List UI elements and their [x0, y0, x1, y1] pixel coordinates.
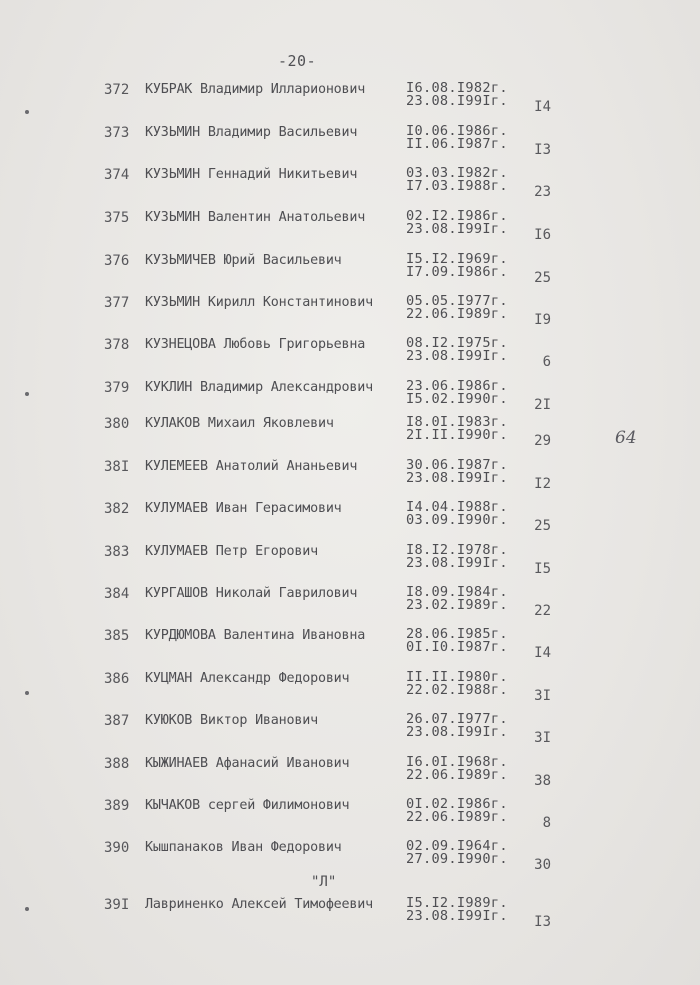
- entry-number: 376: [104, 253, 130, 269]
- end-date: II.06.I987г.: [406, 136, 508, 152]
- service-dates: [406, 798, 508, 824]
- person-name: КУКЛИН Владимир Александрович: [145, 380, 373, 395]
- end-date: I5.02.I990г.: [406, 391, 508, 407]
- table-row: [0, 586, 700, 630]
- service-dates: [406, 628, 508, 654]
- person-name: КУЗЬМИН Владимир Васильевич: [145, 125, 358, 140]
- service-dates: [406, 544, 508, 570]
- start-date: II.II.I980г.: [406, 669, 508, 685]
- entry-number: 385: [104, 628, 130, 644]
- end-date: 27.09.I990г.: [406, 851, 508, 867]
- binding-hole-mark: [25, 392, 29, 396]
- service-dates: [406, 210, 508, 236]
- start-date: I6.0I.I968г.: [406, 754, 508, 770]
- handwritten-margin-note: 64: [615, 428, 637, 448]
- person-name: КУЛУМАЕВ Иван Герасимович: [145, 501, 342, 516]
- table-row: [0, 167, 700, 211]
- service-dates: [406, 253, 508, 279]
- service-dates: [406, 586, 508, 612]
- entry-number: 389: [104, 798, 130, 814]
- service-dates: [406, 295, 508, 321]
- start-date: I5.I2.I989г.: [406, 895, 508, 911]
- table-row: [0, 416, 700, 460]
- start-date: I6.08.I982г.: [406, 80, 508, 96]
- entry-count: I3: [534, 142, 551, 158]
- service-dates: [406, 167, 508, 193]
- service-dates: [406, 897, 508, 923]
- end-date: 0I.I0.I987г.: [406, 639, 508, 655]
- entry-number: 380: [104, 416, 130, 432]
- entry-number: 388: [104, 756, 130, 772]
- end-date: I7.03.I988г.: [406, 178, 508, 194]
- table-row: [0, 628, 700, 672]
- start-date: 02.09.I964г.: [406, 838, 508, 854]
- end-date: 23.08.I99Iг.: [406, 470, 508, 486]
- entry-number: 375: [104, 210, 130, 226]
- entry-number: 383: [104, 544, 130, 560]
- person-name: КУЛАКОВ Михаил Яковлевич: [145, 416, 334, 431]
- page-number: -20-: [278, 52, 317, 70]
- entry-count: I9: [534, 312, 551, 328]
- service-dates: [406, 459, 508, 485]
- entry-count: 25: [534, 270, 551, 286]
- person-name: КУЮКОВ Виктор Иванович: [145, 713, 318, 728]
- service-dates: [406, 380, 508, 406]
- end-date: I7.09.I986г.: [406, 264, 508, 280]
- start-date: I8.I2.I978г.: [406, 542, 508, 558]
- start-date: I8.09.I984г.: [406, 584, 508, 600]
- entry-count: 2I: [534, 397, 551, 413]
- person-name: КУРГАШОВ Николай Гаврилович: [145, 586, 358, 601]
- service-dates: [406, 713, 508, 739]
- end-date: 22.06.I989г.: [406, 767, 508, 783]
- person-name: КУЗНЕЦОВА Любовь Григорьевна: [145, 337, 366, 352]
- entry-count: I6: [534, 227, 551, 243]
- end-date: 23.08.I99Iг.: [406, 221, 508, 237]
- section-letter-heading: "Л": [311, 874, 337, 890]
- start-date: 02.I2.I986г.: [406, 208, 508, 224]
- end-date: 22.06.I989г.: [406, 809, 508, 825]
- start-date: 05.05.I977г.: [406, 293, 508, 309]
- service-dates: [406, 416, 508, 442]
- entry-count: I4: [534, 99, 551, 115]
- entry-count: 6: [542, 354, 551, 370]
- table-row: [0, 544, 700, 588]
- start-date: 0I.02.I986г.: [406, 796, 508, 812]
- person-name: КЫЧАКОВ сергей Филимонович: [145, 798, 350, 813]
- table-row: [0, 210, 700, 254]
- end-date: 2I.II.I990г.: [406, 427, 508, 443]
- entry-number: 38I: [104, 459, 130, 475]
- end-date: 23.02.I989г.: [406, 597, 508, 613]
- entry-number: 386: [104, 671, 130, 687]
- table-row: [0, 798, 700, 842]
- person-name: КУЗЬМИЧЕВ Юрий Васильевич: [145, 253, 342, 268]
- person-name: КУЗЬМИН Кирилл Константинович: [145, 295, 373, 310]
- entry-number: 377: [104, 295, 130, 311]
- entry-count: 3I: [534, 688, 551, 704]
- entry-count: 30: [534, 857, 551, 873]
- end-date: 23.08.I99Iг.: [406, 348, 508, 364]
- binding-hole-mark: [25, 907, 29, 911]
- entry-number: 374: [104, 167, 130, 183]
- end-date: 23.08.I99Iг.: [406, 724, 508, 740]
- person-name: КУБРАК Владимир Илларионович: [145, 82, 366, 97]
- service-dates: [406, 756, 508, 782]
- person-name: Кышпанаков Иван Федорович: [145, 840, 342, 855]
- table-row: [0, 671, 700, 715]
- table-row: [0, 501, 700, 545]
- service-dates: [406, 840, 508, 866]
- service-dates: [406, 671, 508, 697]
- table-row: [0, 253, 700, 297]
- person-name: Лавриненко Алексей Тимофеевич: [145, 897, 373, 912]
- entry-number: 387: [104, 713, 130, 729]
- entry-number: 372: [104, 82, 130, 98]
- entry-number: 373: [104, 125, 130, 141]
- binding-hole-mark: [25, 691, 29, 695]
- end-date: 22.02.I988г.: [406, 682, 508, 698]
- entry-count: 38: [534, 773, 551, 789]
- table-row: [0, 897, 700, 941]
- start-date: 03.03.I982г.: [406, 165, 508, 181]
- entry-count: 25: [534, 518, 551, 534]
- end-date: 23.08.I99Iг.: [406, 93, 508, 109]
- person-name: КУРДЮМОВА Валентина Ивановна: [145, 628, 366, 643]
- end-date: 23.08.I99Iг.: [406, 555, 508, 571]
- table-row: [0, 713, 700, 757]
- entry-number: 384: [104, 586, 130, 602]
- entry-number: 378: [104, 337, 130, 353]
- table-row: [0, 840, 700, 884]
- table-row: [0, 459, 700, 503]
- table-row: [0, 82, 700, 126]
- entry-number: 382: [104, 501, 130, 517]
- end-date: 03.09.I990г.: [406, 512, 508, 528]
- table-row: [0, 337, 700, 381]
- entry-count: 8: [542, 815, 551, 831]
- start-date: I0.06.I986г.: [406, 123, 508, 139]
- person-name: КЫЖИНАЕВ Афанасий Иванович: [145, 756, 350, 771]
- table-row: [0, 756, 700, 800]
- start-date: 26.07.I977г.: [406, 711, 508, 727]
- entry-count: 3I: [534, 730, 551, 746]
- person-name: КУЦМАН Александр Федорович: [145, 671, 350, 686]
- start-date: 28.06.I985г.: [406, 626, 508, 642]
- service-dates: [406, 82, 508, 108]
- person-name: КУЗЬМИН Валентин Анатольевич: [145, 210, 366, 225]
- entry-count: I2: [534, 476, 551, 492]
- service-dates: [406, 501, 508, 527]
- table-row: [0, 125, 700, 169]
- entry-count: I5: [534, 561, 551, 577]
- binding-hole-mark: [25, 110, 29, 114]
- start-date: 30.06.I987г.: [406, 457, 508, 473]
- start-date: I4.04.I988г.: [406, 499, 508, 515]
- table-row: [0, 295, 700, 339]
- start-date: 23.06.I986г.: [406, 378, 508, 394]
- start-date: I5.I2.I969г.: [406, 251, 508, 267]
- entry-count: I4: [534, 645, 551, 661]
- start-date: I8.0I.I983г.: [406, 414, 508, 430]
- person-name: КУЛЕМЕЕВ Анатолий Ананьевич: [145, 459, 358, 474]
- person-name: КУЛУМАЕВ Петр Егорович: [145, 544, 318, 559]
- end-date: 23.08.I99Iг.: [406, 908, 508, 924]
- entry-count: 23: [534, 184, 551, 200]
- entry-count: I3: [534, 914, 551, 930]
- entry-count: 29: [534, 433, 551, 449]
- entry-number: 390: [104, 840, 130, 856]
- entry-count: 22: [534, 603, 551, 619]
- service-dates: [406, 337, 508, 363]
- end-date: 22.06.I989г.: [406, 306, 508, 322]
- person-name: КУЗЬМИН Геннадий Никитьевич: [145, 167, 358, 182]
- entry-number: 39I: [104, 897, 130, 913]
- service-dates: [406, 125, 508, 151]
- entry-number: 379: [104, 380, 130, 396]
- start-date: 08.I2.I975г.: [406, 335, 508, 351]
